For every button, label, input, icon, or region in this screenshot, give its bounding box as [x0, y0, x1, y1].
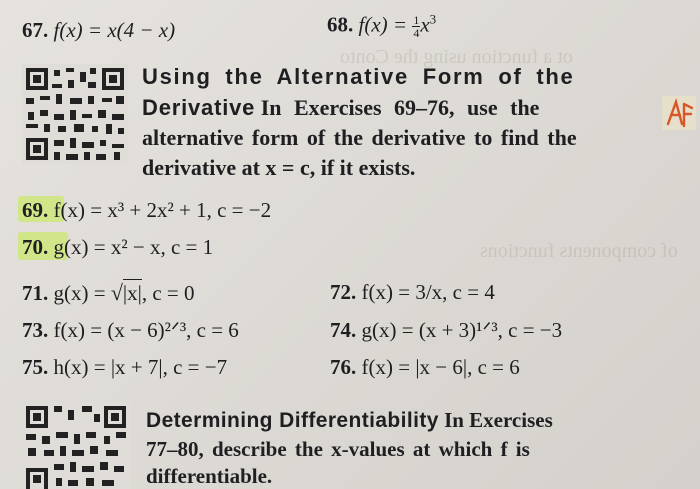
handwritten-annotation-icon: [662, 96, 696, 130]
exercise-expression: f(x) = 3/x, c = 4: [361, 280, 495, 304]
section2-line1: [146, 410, 553, 431]
exercise-number: 67.: [22, 18, 49, 42]
exercise-70: [22, 237, 213, 258]
exercise-expression: g(x) = x² − x, c = 1: [53, 235, 214, 259]
exercise-expression: f(x) = x³ + 2x² + 1, c = −2: [53, 198, 272, 222]
exercise-73: [22, 320, 239, 341]
instruction-text: alternative form of the derivative to find the: [142, 125, 577, 150]
qr-code-icon: [22, 64, 128, 164]
variable: x: [420, 12, 430, 37]
instruction-text: In Exercises 69–76, use the: [260, 95, 540, 120]
exercise-75: [22, 357, 227, 378]
bleed-through-text: ot a function using the Conto: [340, 46, 573, 68]
exercise-number: 70.: [22, 235, 49, 259]
exercise-69: [22, 200, 271, 221]
section-heading: Determining Differentiability: [146, 409, 439, 432]
section-line4: [142, 157, 415, 179]
section-heading-line1: [142, 66, 574, 88]
exercise-68: [327, 11, 437, 40]
radicand: |x|: [122, 281, 142, 305]
section-line3: [142, 127, 577, 149]
instruction-text: In Exercises: [444, 408, 553, 432]
bleed-through-text: of components functions: [480, 240, 678, 262]
exercise-67: [22, 20, 175, 41]
section-heading: Using the Alternative Form of the: [142, 64, 575, 89]
section-line2: [142, 97, 539, 119]
exercise-76: [330, 357, 520, 378]
exercise-number: 69.: [22, 198, 49, 222]
section-heading-continued: Derivative: [142, 95, 256, 120]
exercise-expression: f(x) = x(4 − x): [53, 18, 176, 42]
exercise-number: 76.: [330, 355, 357, 379]
exercise-72: [330, 282, 495, 303]
section2-line3: [146, 466, 272, 487]
exercise-number: 74.: [330, 318, 357, 342]
exercise-74: [330, 320, 562, 341]
fraction-denominator: 4: [413, 26, 420, 40]
exercise-expression: g(x) = (x + 3)¹ᐟ³, c = −3: [361, 318, 563, 342]
exercise-expression: g(x) =: [53, 281, 106, 305]
instruction-text: derivative at x = c, if it exists.: [142, 155, 416, 180]
exercise-expression: f(x) =: [358, 12, 408, 37]
exercise-71: [22, 282, 195, 304]
instruction-text: 77–80, describe the x-values at which f is: [146, 437, 530, 461]
qr-code-icon: [22, 402, 130, 489]
exercise-expression: f(x) = (x − 6)²ᐟ³, c = 6: [53, 318, 239, 342]
instruction-text: differentiable.: [146, 464, 273, 488]
section2-line2: [146, 439, 530, 460]
exercise-expression: h(x) = |x + 7|, c = −7: [53, 355, 228, 379]
fraction-numerator: 1: [413, 13, 420, 27]
exercise-condition: , c = 0: [141, 281, 195, 305]
radical-sign: √: [110, 280, 123, 305]
exercise-number: 73.: [22, 318, 49, 342]
exercise-number: 72.: [330, 280, 357, 304]
exponent: 3: [429, 11, 437, 27]
exercise-number: 71.: [22, 281, 49, 305]
exercise-number: 75.: [22, 355, 49, 379]
exercise-number: 68.: [327, 12, 354, 37]
exercise-expression: f(x) = |x − 6|, c = 6: [361, 355, 520, 379]
